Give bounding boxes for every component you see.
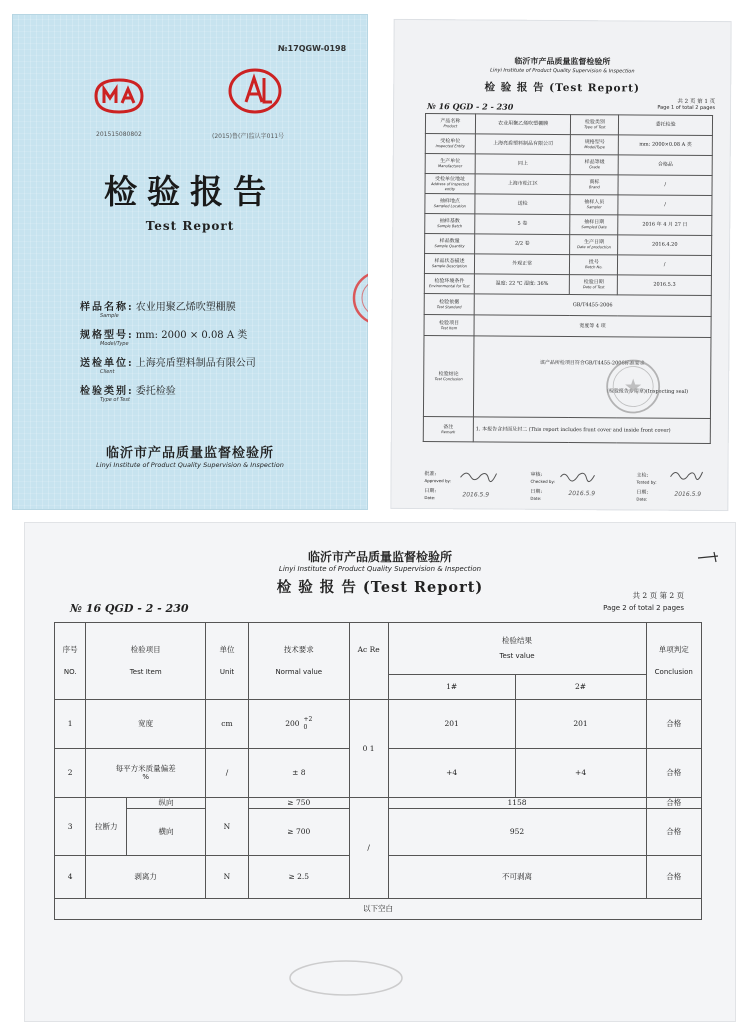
info-label: 检验环境条件 Environmental for Test xyxy=(424,274,474,294)
serial-number: №17QGW-0198 xyxy=(278,44,347,53)
page2-institute: 临沂市产品质量监督检验所 xyxy=(307,550,452,564)
cma-code: 201515080802 xyxy=(96,131,142,138)
info-label: 产品名称 Product xyxy=(425,114,475,134)
table-footer-row: 以下空白 xyxy=(55,898,702,919)
cover-field-model: 规格型号: mm: 2000 × 0.08 A 类 Model/Type xyxy=(80,330,248,347)
table-row xyxy=(425,214,712,236)
info-label: 抽样地点 Sampled Location xyxy=(425,194,475,214)
info-value: 上海亮盾塑料制品有限公司 xyxy=(475,134,571,155)
inspection-seal-icon xyxy=(603,356,663,416)
info-label: 生产单位 Manufacturer xyxy=(425,154,475,174)
info-value: mm: 2000×0.08 A 类 xyxy=(619,135,713,156)
report-cover xyxy=(12,14,368,510)
report-page-1 xyxy=(390,19,731,511)
info-label: 受检单位 Inspected Entity xyxy=(425,134,475,154)
info-label: 商标 Brand xyxy=(570,175,618,195)
cover-subtitle: Test Report xyxy=(145,219,235,233)
cover-field-test-type: 检验类别: 委托检验 Type of Test xyxy=(80,386,176,403)
table-row: 2 每平方米质量偏差 % / ± 8 +4 +4 合格 xyxy=(55,749,702,798)
table-row xyxy=(424,254,711,276)
page1-report-number: № 16 QGD - 2 - 230 xyxy=(427,101,514,112)
checked-by: 审核: Checked by: 日期: Date: xyxy=(530,471,555,501)
tested-by: 主检: Tested by: 日期: Date: xyxy=(636,472,657,502)
test-standard-value: GB/T4455-2006 xyxy=(474,294,711,317)
faded-seal-icon xyxy=(286,958,406,998)
checked-date: 2016.5.9 xyxy=(568,490,596,498)
table-row: 1 宽度 cm 200 +2 0 0 1 201 201 合格 xyxy=(55,700,702,749)
test-conclusion-value: 该产品所检项目符合GB/T4455-2006标准要求 (检验报告专用章)(Inspecting seal) xyxy=(473,336,711,419)
cal-logo-icon xyxy=(226,66,284,116)
cover-title: 检验报告 xyxy=(104,172,276,211)
red-seal-icon xyxy=(350,268,368,328)
page1-page-count: 共 2 页 第 1 页 xyxy=(677,98,716,106)
table-row: 4 剥离力 N ≥ 2.5 不可剥离 合格 xyxy=(55,855,702,898)
info-label: 批号 Batch No. xyxy=(570,255,618,275)
table-row xyxy=(425,134,712,156)
info-label: 受检单位地址 Address of Inspected entity xyxy=(425,174,475,194)
info-label: 规格型号 Model/Type xyxy=(571,135,619,155)
info-value: 上海市松江区 xyxy=(475,174,571,195)
info-label: 样品状态描述 Sample Description xyxy=(424,254,474,274)
info-value: 送检 xyxy=(475,194,571,215)
info-label: 抽样日期 Sampled Date xyxy=(570,215,618,235)
info-value: 2016.5.3 xyxy=(618,275,712,296)
info-label: 样品数量 Sample Quantity xyxy=(425,234,475,254)
info-label: 生产日期 Date of production xyxy=(570,235,618,255)
table-row xyxy=(425,194,712,216)
info-label: 抽样基数 Sample Batch xyxy=(425,214,475,234)
table-row: 3 拉断力 纵向 N ≥ 750 / 1158 合格 xyxy=(55,798,702,809)
tested-date: 2016.5.9 xyxy=(674,490,702,498)
info-value: 外观正常 xyxy=(474,254,570,275)
page1-page-count-en: Page 1 of total 2 pages xyxy=(657,104,716,112)
info-value: 2/2 卷 xyxy=(474,234,570,255)
cal-code: (2015)鲁(产)监认字011号 xyxy=(212,133,285,140)
page2-institute-en: Linyi Institute of Product Quality Supervision & Inspection xyxy=(278,565,482,573)
cover-institute: 临沂市产品质量监督检验所 xyxy=(105,446,274,461)
table-header-row: 1# 2# xyxy=(55,674,702,699)
table-row xyxy=(425,234,712,256)
info-value: 同上 xyxy=(475,154,571,175)
test-items-value: 宽度等 4 项 xyxy=(474,315,711,338)
table-row xyxy=(425,154,712,176)
info-value: 合格品 xyxy=(618,155,712,176)
table-row: 检验项目 Test Item 宽度等 4 项 xyxy=(424,315,711,338)
page1-institute-en: Linyi Institute of Product Quality Supervision & Inspection xyxy=(490,67,635,75)
approved-by: 批准: Approved by: 日期: Date: xyxy=(424,471,451,500)
cma-logo-icon xyxy=(90,76,148,116)
page2-title: 检 验 报 告 (Test Report) xyxy=(276,579,484,596)
page1-info-table xyxy=(423,113,713,444)
table-row: 检验结论 Test Conclusion 该产品所检项目符合GB/T4455-2006标准要求 (检验报告专用章)(Inspecting seal) xyxy=(423,336,711,419)
info-value: / xyxy=(618,175,712,196)
pen-mark-icon xyxy=(696,550,722,564)
info-value: / xyxy=(618,195,712,216)
signature-icon xyxy=(458,467,498,483)
info-value: 5 卷 xyxy=(475,214,571,235)
page1-title: 检 验 报 告 (Test Report) xyxy=(484,81,640,95)
info-label: 抽样人员 Sampler xyxy=(570,195,618,215)
cover-field-sample: 样品名称: 农业用聚乙烯吹塑棚膜 Sample xyxy=(80,302,236,319)
page1-institute: 临沂市产品质量监督检验所 xyxy=(514,55,611,67)
cover-institute-en: Linyi Institute of Product Quality Supervision & Inspection xyxy=(96,461,284,469)
table-row: 检验依据 Test Standard GB/T4455-2006 xyxy=(424,294,711,317)
report-page-2 xyxy=(24,522,736,1022)
info-value: 2016 年 4 月 27 日 xyxy=(618,215,712,236)
info-label: 样品等级 Grade xyxy=(571,155,619,175)
signature-icon xyxy=(668,467,704,483)
results-table xyxy=(54,622,702,920)
info-value: 农业用聚乙烯吹塑棚膜 xyxy=(475,114,571,135)
signature-icon xyxy=(558,468,596,484)
cover-field-client: 送检单位: 上海亮盾塑料制品有限公司 Client xyxy=(80,358,256,375)
info-label: 检验类别 Type of Test xyxy=(571,115,619,135)
page2-page-count-en: Page 2 of total 2 pages xyxy=(603,604,684,612)
info-label: 检验日期 Date of Test xyxy=(570,275,618,295)
table-header-row: 序号 NO. 检验项目 Test Item 单位 Unit 技术要求 Normal value Ac Re 检验结果 Test value 单项判定 Conclusion xyxy=(55,623,702,675)
info-value: 委托检验 xyxy=(619,115,713,136)
info-value: 温度: 22 ℃ 湿度: 36% xyxy=(474,274,570,295)
page2-page-count: 共 2 页 第 2 页 xyxy=(632,591,684,600)
table-row: 横向 ≥ 700 952 合格 xyxy=(55,808,702,855)
page2-report-number: № 16 QGD - 2 - 230 xyxy=(70,602,189,615)
table-row xyxy=(424,274,711,296)
remark-value: 1. 本报告含封面及封二 (This report includes front cover and inside front cover) xyxy=(473,417,710,444)
table-row xyxy=(425,174,712,196)
info-value: 2016.4.20 xyxy=(618,235,712,256)
table-row: 备注 Remark 1. 本报告含封面及封二 (This report includes front cover and inside front cover) xyxy=(423,417,710,444)
info-value: / xyxy=(618,255,712,276)
table-row xyxy=(425,114,712,136)
approved-date: 2016.5.9 xyxy=(462,491,490,499)
